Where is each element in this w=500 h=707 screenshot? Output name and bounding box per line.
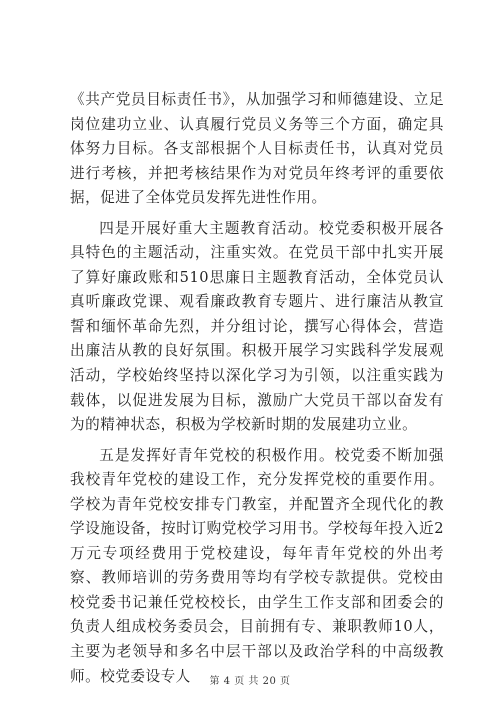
paragraph-responsibility-letter: 《共产党员目标责任书》，从加强学习和师德建设、立足岗位建功立业、认真履行党员义务等三个方面，确定具体努力目标。各支部根据个人目标责任书，认真对党员进行考核，并把考核结果作为对党员年终考评的重要依据，促进了全体党员发挥先进性作用。 — [70, 91, 444, 207]
document-body — [70, 88, 444, 689]
page-number-footer: 第 4 页 共 20 页 — [209, 676, 291, 687]
paragraph-youth-party-school: 五是发挥好青年党校的积极作用。校党委不断加强我校青年党校的建设工作，充分发挥党校的重要作用。学校为青年党校安排专门教室，并配置齐全现代化的教学设施设备，按时订购党校学习用书。学校每年投入近2万元专项经费用于党校建设，每年青年党校的外出考察、教师培训的劳务费用等均有学校专款提供。党校由校党委书记兼任党校校长，由学生工作支部和团委会的负责人组成校务委员会，目前拥有专、兼职教师10人，主要为老领导和多名中层干部以及政治学科的中高级教师。校党委设专人 — [70, 446, 444, 685]
paragraph-theme-education: 四是开展好重大主题教育活动。校党委积极开展各具特色的主题活动，注重实效。在党员干部中扎实开展了算好廉政账和510思廉日主题教育活动，全体党员认真听廉政党课、观看廉政教育专题片、进行廉洁从教宣誓和缅怀革命先烈，并分组讨论，撰写心得体会，营造出廉洁从教的良好氛围。积极开展学习实践科学发展观活动，学校始终坚持以深化学习为引领，以注重实践为载体，以促进发展为目标，激励广大党员干部以奋发有为的精神状态，积极为学校新时期的发展建功立业。 — [70, 219, 444, 434]
